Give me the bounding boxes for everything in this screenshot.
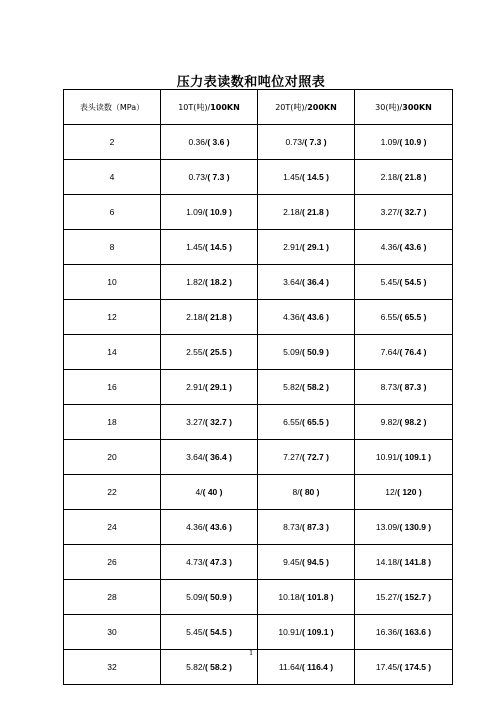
cell-c1-tonnage (161, 405, 258, 440)
cell-c2-tonnage (258, 440, 355, 475)
header-10t (161, 90, 258, 125)
table-row (64, 195, 453, 230)
cell-c1-tonnage (161, 265, 258, 300)
page-title: 压力表读数和吨位对照表 (176, 75, 326, 90)
cell-c2-tonnage (258, 510, 355, 545)
kn-value: ( 14.5 ) (204, 242, 232, 252)
tonnage-value: 0.36/ (188, 137, 208, 147)
table-row (64, 545, 453, 580)
tonnage-value: 16.36/ (375, 627, 400, 637)
cell-c1-tonnage (161, 300, 258, 335)
tonnage-value: 3.64/ (186, 452, 205, 462)
table-body (64, 125, 453, 685)
kn-value: ( 43.6 ) (204, 522, 232, 532)
kn-value: ( 109.1 ) (399, 452, 432, 462)
tonnage-value: 11.64/ (278, 662, 302, 672)
cell-mpa: 8 (64, 230, 161, 265)
tonnage-value: 5.82/ (186, 662, 205, 672)
cell-mpa: 24 (64, 510, 161, 545)
kn-value: ( 21.8 ) (204, 312, 232, 322)
cell-c1-tonnage (161, 580, 258, 615)
cell-mpa: 16 (64, 370, 161, 405)
kn-value: ( 58.2 ) (204, 662, 232, 672)
kn-value: ( 7.3 ) (207, 172, 230, 182)
tonnage-value: 15.27/ (375, 592, 400, 602)
kn-value: ( 32.7 ) (399, 207, 427, 217)
pressure-tonnage-table (63, 89, 453, 685)
cell-c1-tonnage (161, 440, 258, 475)
cell-mpa: 20 (64, 440, 161, 475)
tonnage-value: 5.45/ (186, 627, 205, 637)
kn-value: ( 32.7 ) (204, 417, 232, 427)
cell-mpa: 2 (64, 125, 161, 160)
table-row (64, 265, 453, 300)
cell-c2-tonnage (258, 300, 355, 335)
header-label: 表头读数（MPa） (79, 102, 145, 112)
kn-value: ( 21.8 ) (399, 172, 427, 182)
header-20t (258, 90, 355, 125)
cell-c2-tonnage (258, 265, 355, 300)
kn-value: ( 54.5 ) (399, 277, 427, 287)
header-30t (355, 90, 453, 125)
table-row (64, 510, 453, 545)
tonnage-value: 1.09/ (380, 137, 400, 147)
table-row (64, 615, 453, 650)
cell-c3-tonnage (355, 125, 453, 160)
cell-c1-tonnage (161, 370, 258, 405)
table-row (64, 405, 453, 440)
kn-value: ( 54.5 ) (204, 627, 232, 637)
cell-c3-tonnage (355, 545, 453, 580)
tonnage-value: 2.18/ (186, 312, 205, 322)
kn-value: ( 3.6 ) (207, 137, 230, 147)
header-label: 30(吨)/ (375, 102, 403, 112)
kn-value: ( 10.9 ) (204, 207, 232, 217)
tonnage-value: 14.18/ (375, 557, 400, 567)
header-unit: 100KN (210, 102, 240, 112)
tonnage-value: 10.91/ (375, 452, 400, 462)
kn-value: ( 25.5 ) (204, 347, 232, 357)
cell-c2-tonnage (258, 545, 355, 580)
cell-c1-tonnage (161, 125, 258, 160)
tonnage-value: 4.36/ (380, 242, 400, 252)
kn-value: ( 141.8 ) (399, 557, 432, 567)
cell-c2-tonnage (258, 230, 355, 265)
table-row (64, 580, 453, 615)
table-row (64, 300, 453, 335)
kn-value: ( 10.9 ) (399, 137, 427, 147)
kn-value: ( 72.7 ) (301, 452, 329, 462)
tonnage-value: 4.36/ (186, 522, 205, 532)
cell-c2-tonnage (258, 335, 355, 370)
kn-value: ( 116.4 ) (301, 662, 334, 672)
tonnage-value: 1.45/ (283, 172, 302, 182)
header-unit: 300KN (402, 102, 432, 112)
tonnage-value: 4.73/ (186, 557, 205, 567)
kn-value: ( 101.8 ) (301, 592, 334, 602)
tonnage-value: 7.64/ (380, 347, 400, 357)
cell-mpa: 12 (64, 300, 161, 335)
tonnage-value: 6.55/ (380, 312, 400, 322)
kn-value: ( 29.1 ) (204, 382, 232, 392)
kn-value: ( 80 ) (299, 487, 320, 497)
cell-c1-tonnage (161, 160, 258, 195)
tonnage-value: 5.09/ (186, 592, 205, 602)
cell-c1-tonnage (161, 475, 258, 510)
kn-value: ( 65.5 ) (399, 312, 427, 322)
cell-c1-tonnage (161, 510, 258, 545)
cell-c3-tonnage (355, 475, 453, 510)
tonnage-value: 2.91/ (283, 242, 302, 252)
tonnage-value: 0.73/ (188, 172, 208, 182)
kn-value: ( 130.9 ) (399, 522, 432, 532)
tonnage-value: 8.73/ (283, 522, 302, 532)
cell-c1-tonnage (161, 195, 258, 230)
table-row (64, 230, 453, 265)
cell-c1-tonnage (161, 615, 258, 650)
tonnage-value: 7.27/ (283, 452, 302, 462)
cell-c3-tonnage (355, 440, 453, 475)
tonnage-value: 2.18/ (380, 172, 400, 182)
tonnage-value: 13.09/ (375, 522, 400, 532)
table-row (64, 335, 453, 370)
cell-c2-tonnage (258, 580, 355, 615)
tonnage-value: 4.36/ (283, 312, 302, 322)
tonnage-value: 8.73/ (380, 382, 400, 392)
header-label: 20T(吨)/ (275, 102, 308, 112)
cell-mpa: 6 (64, 195, 161, 230)
cell-c2-tonnage (258, 125, 355, 160)
page-number: 1 (249, 648, 253, 657)
tonnage-value: 6.55/ (283, 417, 302, 427)
table-row (64, 475, 453, 510)
cell-mpa: 28 (64, 580, 161, 615)
cell-c2-tonnage (258, 370, 355, 405)
table-row (64, 370, 453, 405)
cell-c3-tonnage (355, 615, 453, 650)
cell-mpa: 18 (64, 405, 161, 440)
tonnage-value: 0.73/ (285, 137, 305, 147)
kn-value: ( 98.2 ) (399, 417, 427, 427)
tonnage-value: 12/ (385, 487, 398, 497)
cell-c2-tonnage (258, 405, 355, 440)
tonnage-value: 3.27/ (186, 417, 205, 427)
table-row (64, 160, 453, 195)
cell-c3-tonnage (355, 300, 453, 335)
cell-c2-tonnage (258, 615, 355, 650)
kn-value: ( 21.8 ) (301, 207, 329, 217)
tonnage-value: 1.09/ (186, 207, 205, 217)
kn-value: ( 76.4 ) (399, 347, 427, 357)
cell-c3-tonnage (355, 370, 453, 405)
tonnage-value: 10.91/ (278, 627, 302, 637)
kn-value: ( 120 ) (397, 487, 422, 497)
tonnage-value: 2.18/ (283, 207, 302, 217)
cell-c3-tonnage (355, 265, 453, 300)
tonnage-value: 10.18/ (278, 592, 302, 602)
tonnage-value: 2.91/ (186, 382, 205, 392)
tonnage-value: 17.45/ (375, 662, 400, 672)
tonnage-value: 1.82/ (186, 277, 205, 287)
kn-value: ( 14.5 ) (301, 172, 329, 182)
kn-value: ( 174.5 ) (399, 662, 432, 672)
kn-value: ( 152.7 ) (399, 592, 432, 602)
cell-mpa: 26 (64, 545, 161, 580)
tonnage-value: 5.09/ (283, 347, 302, 357)
kn-value: ( 94.5 ) (301, 557, 329, 567)
cell-c1-tonnage (161, 230, 258, 265)
tonnage-value: 1.45/ (186, 242, 205, 252)
kn-value: ( 87.3 ) (301, 522, 329, 532)
cell-mpa: 30 (64, 615, 161, 650)
cell-c1-tonnage (161, 335, 258, 370)
cell-c1-tonnage (161, 545, 258, 580)
kn-value: ( 58.2 ) (301, 382, 329, 392)
kn-value: ( 163.6 ) (399, 627, 432, 637)
kn-value: ( 43.6 ) (399, 242, 427, 252)
tonnage-value: 9.45/ (283, 557, 302, 567)
cell-c3-tonnage (355, 405, 453, 440)
header-unit: 200KN (307, 102, 337, 112)
kn-value: ( 109.1 ) (301, 627, 334, 637)
cell-mpa: 14 (64, 335, 161, 370)
cell-c2-tonnage (258, 195, 355, 230)
cell-c3-tonnage (355, 230, 453, 265)
tonnage-value: 8/ (292, 487, 300, 497)
table-header-row (64, 90, 453, 125)
tonnage-value: 4/ (195, 487, 203, 497)
tonnage-value: 5.82/ (283, 382, 302, 392)
kn-value: ( 18.2 ) (204, 277, 232, 287)
cell-c2-tonnage (258, 475, 355, 510)
kn-value: ( 29.1 ) (301, 242, 329, 252)
kn-value: ( 40 ) (202, 487, 223, 497)
cell-mpa: 4 (64, 160, 161, 195)
kn-value: ( 65.5 ) (301, 417, 329, 427)
tonnage-value: 5.45/ (380, 277, 400, 287)
cell-c3-tonnage (355, 335, 453, 370)
header-label: 10T(吨)/ (178, 102, 211, 112)
cell-mpa: 10 (64, 265, 161, 300)
tonnage-value: 3.64/ (283, 277, 302, 287)
cell-c3-tonnage (355, 580, 453, 615)
kn-value: ( 36.4 ) (204, 452, 232, 462)
table-row (64, 440, 453, 475)
header-gauge-reading (64, 90, 161, 125)
cell-mpa: 32 (64, 650, 161, 685)
cell-c3-tonnage (355, 510, 453, 545)
cell-c3-tonnage (355, 195, 453, 230)
tonnage-value: 2.55/ (186, 347, 205, 357)
kn-value: ( 47.3 ) (204, 557, 232, 567)
cell-mpa: 22 (64, 475, 161, 510)
cell-c3-tonnage (355, 160, 453, 195)
kn-value: ( 7.3 ) (304, 137, 327, 147)
tonnage-value: 3.27/ (380, 207, 400, 217)
kn-value: ( 50.9 ) (301, 347, 329, 357)
kn-value: ( 50.9 ) (204, 592, 232, 602)
table-row (64, 125, 453, 160)
kn-value: ( 36.4 ) (301, 277, 329, 287)
tonnage-value: 9.82/ (380, 417, 400, 427)
cell-c2-tonnage (258, 160, 355, 195)
kn-value: ( 43.6 ) (301, 312, 329, 322)
kn-value: ( 87.3 ) (399, 382, 427, 392)
